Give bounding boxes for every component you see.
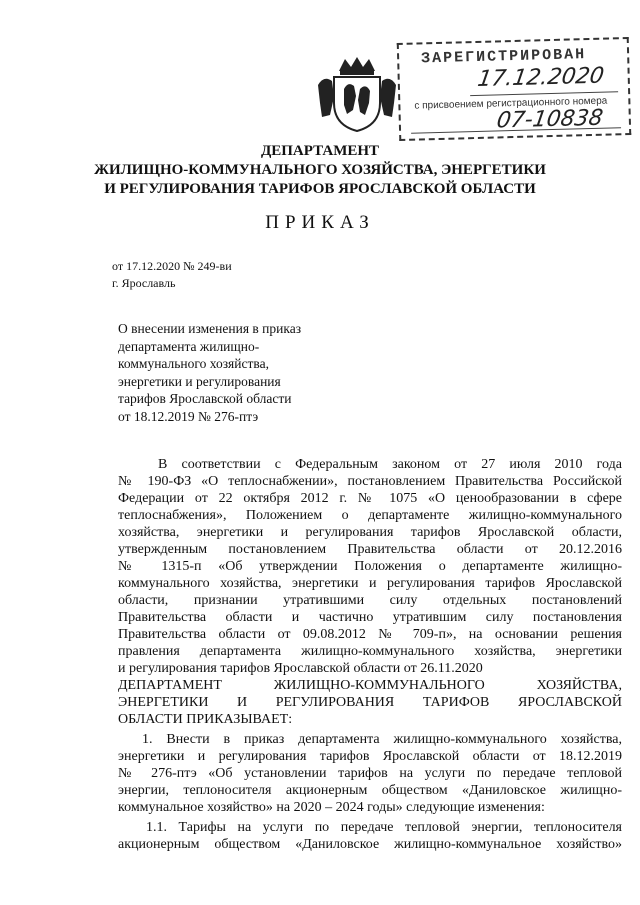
body-line: 1. Внести в приказ департамента жилищно-коммунального хозяйства, xyxy=(142,732,622,747)
subject-line: энергетики и регулирования xyxy=(118,373,281,389)
body-line: хозяйства, энергетики и регулирования тарифов Ярославской области, xyxy=(118,525,622,540)
subject-line: коммунального хозяйства, xyxy=(118,356,269,372)
body-line: правления департамента жилищно-коммунального хозяйства, энергетики xyxy=(118,644,622,659)
body-line: утвержденным постановлением Правительства области от 20.12.2016 xyxy=(118,542,622,557)
body-line: энергии, теплоносителя акционерным обществом «Даниловское жилищно- xyxy=(118,783,622,798)
subject-line: О внесении изменения в приказ xyxy=(118,321,302,336)
stamp-number: 07-10838 xyxy=(494,105,605,134)
body-line: № 1315-п «Об утверждении Положения о департаменте жилищно- xyxy=(118,559,622,574)
subject-line: от 18.12.2019 № 276-птэ xyxy=(118,408,259,424)
body-line: коммунального хозяйства, энергетики и регулирования тарифов Ярославской xyxy=(118,576,622,591)
body-line: коммунальное хозяйство» на 2020 – 2024 годы» следующие изменения: xyxy=(118,800,545,815)
body-line: № 190-ФЗ «О теплоснабжении», постановлением Правительства Российской xyxy=(118,474,622,489)
document-type: ПРИКАЗ xyxy=(265,212,375,233)
department-title-line-3: И РЕГУЛИРОВАНИЯ ТАРИФОВ ЯРОСЛАВСКОЙ ОБЛАСТИ xyxy=(104,181,536,197)
body-line-caps: ЭНЕРГЕТИКИ И РЕГУЛИРОВАНИЯ ТАРИФОВ ЯРОСЛАВСКОЙ xyxy=(118,695,622,710)
body-line: № 276-птэ «Об установлении тарифов на услуги по передаче тепловой xyxy=(118,766,622,781)
body-line: области, признании утратившими силу отдельных постановлений xyxy=(118,593,622,608)
body-line: акционерным обществом «Даниловское жилищно-коммунальное хозяйство» xyxy=(118,837,622,852)
body-line: Федерации от 22 октября 2012 г. № 1075 «О ценообразовании в сфере xyxy=(118,491,622,506)
body-line: теплоснабжения», Положением о департаменте жилищно-коммунального xyxy=(118,508,622,523)
body-line: Правительства области от 09.08.2012 № 709-п», на основании решения xyxy=(118,627,622,642)
order-subject xyxy=(118,320,378,426)
body-line: 1.1. Тарифы на услуги по передаче тепловой энергии, теплоносителя xyxy=(146,820,622,835)
subject-line: тарифов Ярославской области xyxy=(118,391,292,407)
subject-line: департамента жилищно- xyxy=(118,338,260,354)
body-line: энергетики и регулирования тарифов Ярославской области от 18.12.2019 xyxy=(118,749,622,764)
coat-of-arms-emblem xyxy=(312,55,402,133)
registration-stamp xyxy=(397,37,631,141)
body-line: Правительства области и частично утратившим силу постановления xyxy=(118,610,622,625)
stamp-title: ЗАРЕГИСТРИРОВАН xyxy=(420,46,587,68)
body-line-caps: ОБЛАСТИ ПРИКАЗЫВАЕТ: xyxy=(118,712,293,727)
body-line: и регулирования тарифов Ярославской области от 26.11.2020 xyxy=(118,661,483,676)
stamp-date: 17.12.2020 xyxy=(475,63,606,92)
order-date-number: от 17.12.2020 № 249-ви xyxy=(112,259,232,273)
body-line: В соответствии с Федеральным законом от 27 июля 2010 года xyxy=(158,457,622,472)
department-title-line-2: ЖИЛИЩНО-КОММУНАЛЬНОГО ХОЗЯЙСТВА, ЭНЕРГЕТИКИ xyxy=(94,162,546,178)
order-city: г. Ярославль xyxy=(112,276,176,290)
body-line-caps: ДЕПАРТАМЕНТ ЖИЛИЩНО-КОММУНАЛЬНОГО ХОЗЯЙСТВА, xyxy=(118,678,622,693)
stamp-note: с присвоением регистрационного номера xyxy=(414,95,608,112)
department-title-line-1: ДЕПАРТАМЕНТ xyxy=(260,143,380,159)
